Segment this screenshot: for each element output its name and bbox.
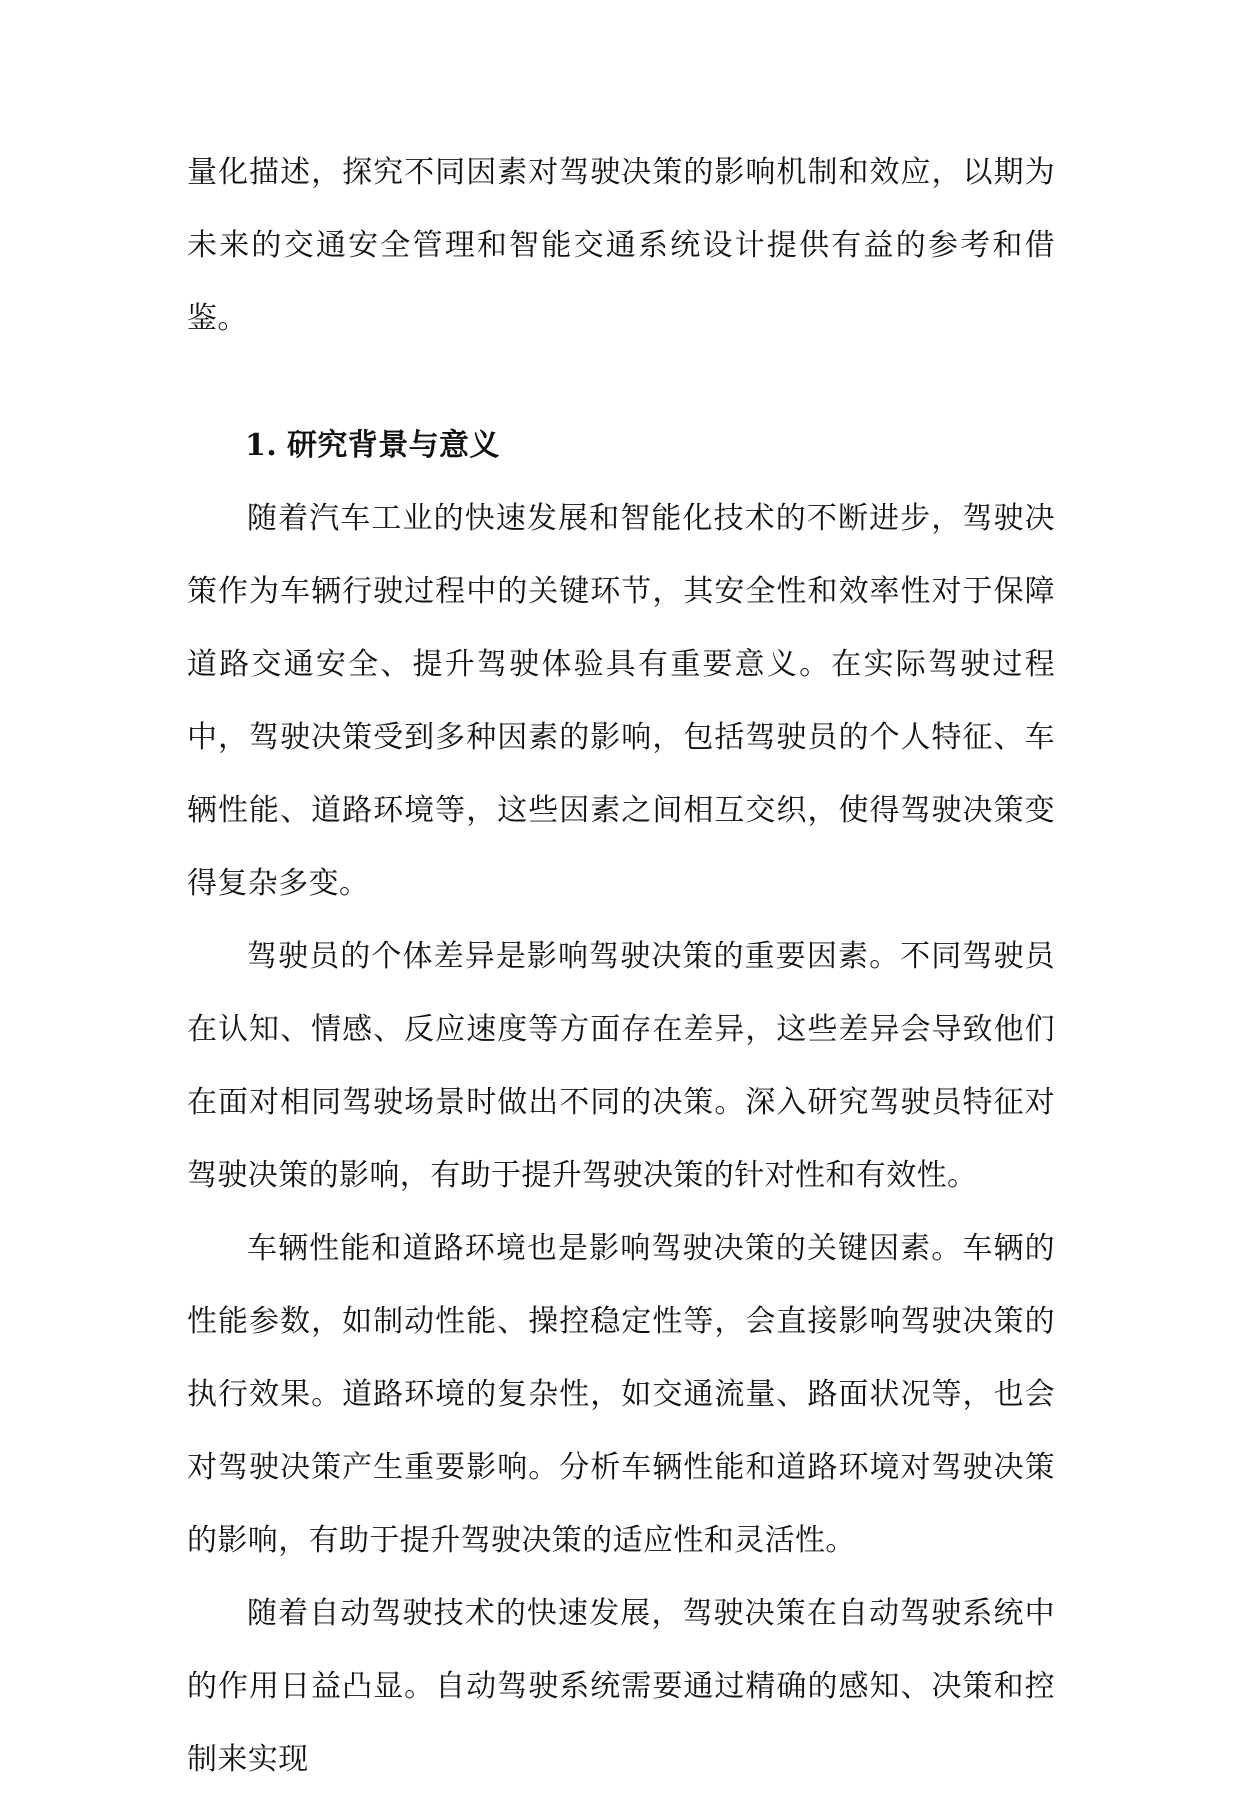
section-title: 研究背景与意义 [287, 428, 500, 463]
continuation-paragraph: 量化描述，探究不同因素对驾驶决策的影响机制和效应，以期为未来的交通安全管理和智能交通系统设计提供有益的参考和借鉴。 [187, 155, 1055, 336]
section-number: 1. [245, 428, 278, 463]
paragraph-driver-differences: 驾驶员的个体差异是影响驾驶决策的重要因素。不同驾驶员在认知、情感、反应速度等方面存在差异，这些差异会导致他们在面对相同驾驶场景时做出不同的决策。深入研究驾驶员特征对驾驶决策的影响，有助于提升驾驶决策的针对性和有效性。 [187, 939, 1055, 1193]
paragraph-background: 随着汽车工业的快速发展和智能化技术的不断进步，驾驶决策作为车辆行驶过程中的关键环节，其安全性和效率性对于保障道路交通安全、提升驾驶体验具有重要意义。在实际驾驶过程中，驾驶决策受到多种因素的影响，包括驾驶员的个人特征、车辆性能、道路环境等，这些因素之间相互交织，使得驾驶决策变得复杂多变。 [187, 501, 1055, 901]
document-body [187, 136, 1055, 1796]
paragraph-autonomous-driving: 随着自动驾驶技术的快速发展，驾驶决策在自动驾驶系统中的作用日益凸显。自动驾驶系统需要通过精确的感知、决策和控制来实现 [187, 1596, 1055, 1777]
paragraph-vehicle-road: 车辆性能和道路环境也是影响驾驶决策的关键因素。车辆的性能参数，如制动性能、操控稳定性等，会直接影响驾驶决策的执行效果。道路环境的复杂性，如交通流量、路面状况等，也会对驾驶决策产生重要影响。分析车辆性能和道路环境对驾驶决策的影响，有助于提升驾驶决策的适应性和灵活性。 [187, 1231, 1055, 1558]
section-heading [187, 409, 1055, 482]
